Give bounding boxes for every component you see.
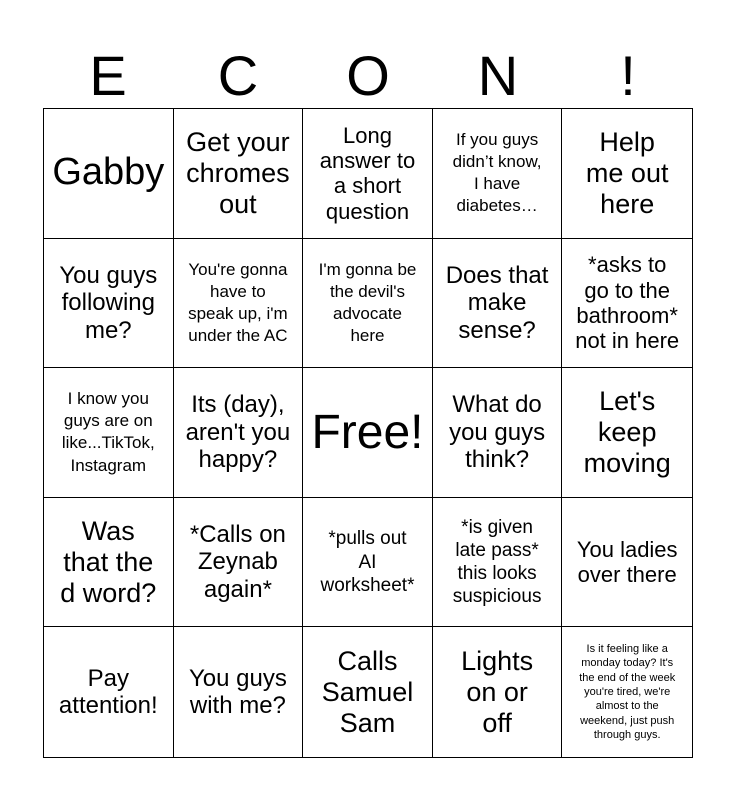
cell-label: If you guys didn’t know, I have diabetes… bbox=[452, 130, 542, 216]
cell-label: Lights on or off bbox=[461, 645, 534, 738]
bingo-cell[interactable] bbox=[433, 239, 563, 369]
bingo-grid bbox=[43, 108, 693, 758]
free-space[interactable] bbox=[303, 368, 433, 498]
cell-label: Let's keep moving bbox=[583, 385, 671, 479]
bingo-cell[interactable] bbox=[174, 368, 304, 498]
cell-label: Calls Samuel Sam bbox=[321, 645, 414, 738]
title-letter-o: O bbox=[346, 44, 390, 107]
cell-label: *is given late pass* this looks suspicious bbox=[452, 516, 542, 608]
bingo-cell[interactable] bbox=[174, 109, 304, 239]
bingo-cell[interactable] bbox=[562, 239, 692, 369]
cell-label: Long answer to a short question bbox=[319, 122, 416, 224]
cell-label: I'm gonna be the devil's advocate here bbox=[318, 259, 417, 345]
bingo-title bbox=[43, 44, 693, 108]
bingo-cell[interactable] bbox=[303, 498, 433, 628]
cell-label: Its (day), aren't you happy? bbox=[185, 391, 291, 474]
cell-label: Is it feeling like a monday today? It's the end of the week you're tired, we're almost to the weekend, just push through guys. bbox=[579, 643, 676, 741]
free-label: Free! bbox=[311, 405, 424, 459]
bingo-cell[interactable] bbox=[562, 498, 692, 628]
title-letter-exclaim: ! bbox=[620, 44, 636, 107]
cell-label: Gabby bbox=[52, 151, 165, 194]
cell-label: You guys with me? bbox=[188, 664, 287, 720]
bingo-cell[interactable] bbox=[433, 627, 563, 757]
cell-label: You guys following me? bbox=[59, 261, 158, 344]
cell-label: You're gonna have to speak up, i'm under the AC bbox=[188, 259, 288, 345]
title-letter-c: C bbox=[217, 44, 259, 107]
cell-label: Pay attention! bbox=[58, 664, 158, 720]
cell-label: Does that make sense? bbox=[445, 261, 549, 344]
bingo-cell[interactable] bbox=[44, 498, 174, 628]
cell-label: *asks to go to the bathroom* not in here bbox=[575, 252, 680, 354]
cell-label: Get your chromes out bbox=[186, 126, 290, 219]
bingo-cell[interactable] bbox=[303, 239, 433, 369]
bingo-cell[interactable] bbox=[562, 368, 692, 498]
cell-label: Was that the d word? bbox=[60, 515, 157, 608]
cell-label: What do you guys think? bbox=[449, 391, 546, 474]
bingo-cell[interactable] bbox=[44, 368, 174, 498]
bingo-cell[interactable] bbox=[303, 109, 433, 239]
cell-label: *Calls on Zeynab again* bbox=[189, 520, 286, 603]
title-letter-n: N bbox=[477, 44, 519, 107]
cell-label: I know you guys are on like...TikTok, Instagram bbox=[61, 389, 155, 475]
bingo-cell[interactable] bbox=[562, 627, 692, 757]
bingo-cell[interactable] bbox=[44, 109, 174, 239]
bingo-cell[interactable] bbox=[44, 239, 174, 369]
bingo-cell[interactable] bbox=[174, 498, 304, 628]
bingo-cell[interactable] bbox=[433, 109, 563, 239]
cell-label: *pulls out AI worksheet* bbox=[320, 528, 415, 596]
bingo-cell[interactable] bbox=[303, 627, 433, 757]
bingo-cell[interactable] bbox=[562, 109, 692, 239]
cell-label: Help me out here bbox=[585, 126, 669, 219]
title-letter-e: E bbox=[89, 44, 127, 107]
bingo-cell[interactable] bbox=[433, 498, 563, 628]
bingo-cell[interactable] bbox=[433, 368, 563, 498]
cell-label: You ladies over there bbox=[576, 536, 678, 588]
bingo-cell[interactable] bbox=[174, 239, 304, 369]
bingo-cell[interactable] bbox=[174, 627, 304, 757]
bingo-cell[interactable] bbox=[44, 627, 174, 757]
